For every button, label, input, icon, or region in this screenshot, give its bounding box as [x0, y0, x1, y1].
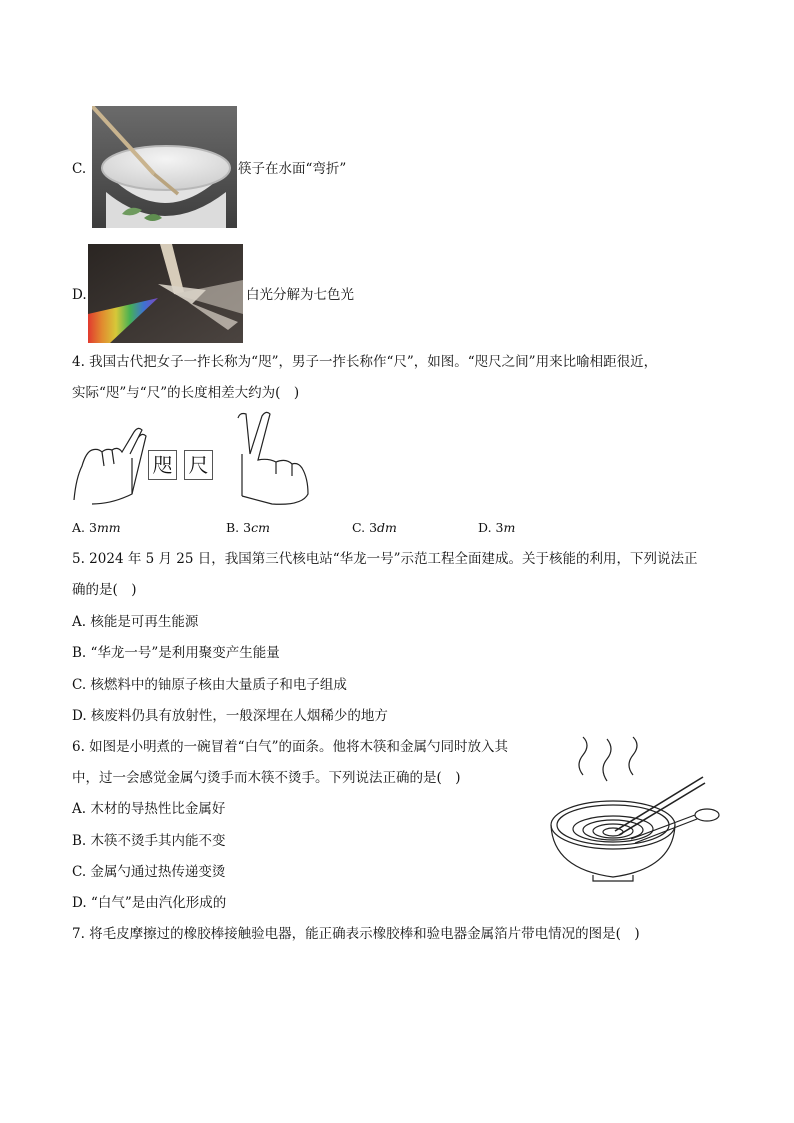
option-d-caption: 白光分解为七色光	[246, 287, 354, 303]
option-c-caption: 筷子在水面“弯折”	[238, 161, 347, 177]
prism-dispersion-photo	[88, 244, 243, 343]
option-c-label: C.	[72, 161, 87, 177]
chopsticks-bowl-photo	[92, 106, 237, 228]
noodle-bowl-figure	[545, 735, 725, 885]
q6-option-c: C. 金属勺通过热传递变烫	[72, 864, 226, 880]
q4-option-c: C. 3dm	[352, 520, 397, 535]
q5-option-c: C. 核燃料中的铀原子核由大量质子和电子组成	[72, 677, 347, 693]
q4-option-d: D. 3m	[478, 520, 516, 535]
q5-text-line1: 5. 2024 年 5 月 25 日，我国第三代核电站“华龙一号”示范工程全面建成。关于核能的利用，下列说法正	[72, 551, 698, 567]
q6-option-a: A. 木材的导热性比金属好	[72, 801, 226, 817]
q5-option-b: B. “华龙一号”是利用聚变产生能量	[72, 645, 280, 661]
q4-option-b: B. 3cm	[226, 520, 270, 535]
q4-text-line2: 实际“咫”与“尺”的长度相差大约为( )	[72, 385, 300, 401]
q4-option-a: A. 3mm	[72, 520, 121, 535]
q6-text-line2: 中，过一会感觉金属勺烫手而木筷不烫手。下列说法正确的是( )	[72, 770, 461, 786]
q6-text-line1: 6. 如图是小明煮的一碗冒着“白气”的面条。他将木筷和金属勺同时放入其	[72, 739, 508, 755]
q6-option-d: D. “白气”是由汽化形成的	[72, 895, 227, 911]
q5-text-line2: 确的是( )	[72, 582, 137, 598]
option-d-label: D.	[72, 287, 87, 303]
q4-text-line1: 4. 我国古代把女子一拃长称为“咫”，男子一拃长称作“尺”，如图。“咫尺之间”用来比喻相距很近，	[72, 354, 658, 370]
q5-option-d: D. 核废料仍具有放射性，一般深埋在人烟稀少的地方	[72, 708, 388, 724]
q5-option-a: A. 核能是可再生能源	[72, 614, 199, 630]
q7-text-line1: 7. 将毛皮摩擦过的橡胶棒接触验电器，能正确表示橡胶棒和验电器金属箔片带电情况的图是( )	[72, 926, 640, 942]
char-chi-box: 尺	[184, 450, 213, 480]
char-zhi-box: 咫	[148, 450, 177, 480]
q6-option-b: B. 木筷不烫手其内能不变	[72, 833, 226, 849]
